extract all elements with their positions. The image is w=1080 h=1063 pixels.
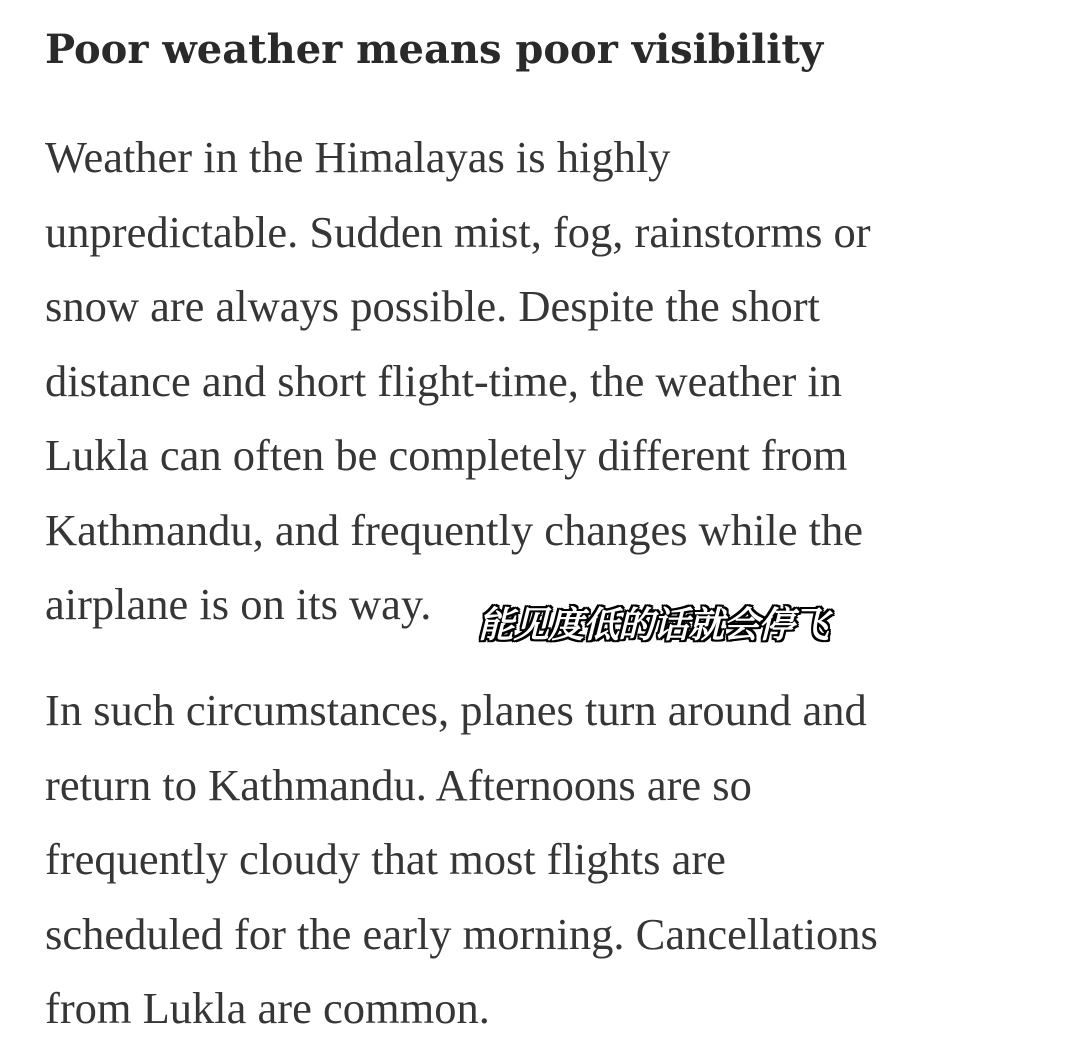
paragraph-line: scheduled for the early morning. Cancellations (45, 908, 878, 959)
paragraph-line: Kathmandu, and frequently changes while the (45, 504, 864, 555)
paragraph-2 (45, 673, 878, 1046)
paragraph-line: from Lukla are common. (45, 983, 490, 1033)
paragraph-line: distance and short flight-time, the weather in (45, 355, 843, 406)
paragraph-line: snow are always possible. Despite the short (45, 281, 820, 331)
paragraph-line: return to Kathmandu. Afternoons are so (45, 759, 752, 810)
paragraph-line: unpredictable. Sudden mist, fog, rainstorms or (45, 206, 871, 257)
paragraph-line: frequently cloudy that most flights are (45, 834, 726, 884)
paragraph-1 (45, 120, 871, 642)
paragraph-line: In such circumstances, planes turn around and (45, 685, 867, 735)
paragraph-line: airplane is on its way. (45, 579, 432, 629)
paragraph-line: Lukla can often be completely different from (45, 430, 848, 480)
paragraph-line: Weather in the Himalayas is highly (45, 132, 671, 182)
article-heading: Poor weather means poor visibility (45, 26, 824, 73)
video-subtitle-caption: 能见度低的话就会停飞 (478, 605, 829, 646)
